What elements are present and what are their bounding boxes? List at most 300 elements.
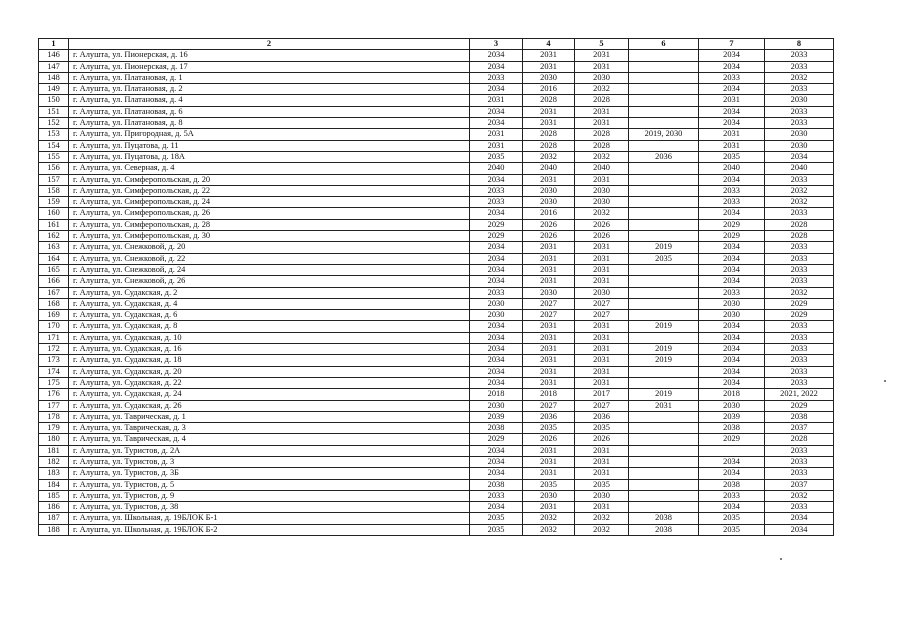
address-cell: г. Алушта, ул. Симферопольская, д. 22 [69, 185, 470, 196]
year-cell: 2036 [523, 411, 575, 422]
row-number-cell: 164 [39, 253, 69, 264]
year-cell: 2031 [470, 140, 523, 151]
year-cell: 2034 [699, 264, 765, 275]
year-cell: 2031 [575, 276, 629, 287]
year-cell: 2034 [470, 445, 523, 456]
year-cell: 2028 [575, 95, 629, 106]
year-cell: 2034 [699, 468, 765, 479]
year-cell: 2031 [575, 468, 629, 479]
year-cell: 2034 [699, 106, 765, 117]
year-cell: 2027 [523, 310, 575, 321]
year-cell: 2035 [470, 151, 523, 162]
column-header: 7 [699, 39, 765, 50]
year-cell [629, 174, 699, 185]
year-cell: 2034 [470, 61, 523, 72]
year-cell [629, 468, 699, 479]
year-cell: 2031 [523, 106, 575, 117]
year-cell [629, 479, 699, 490]
year-cell: 2032 [575, 84, 629, 95]
year-cell: 2031 [575, 242, 629, 253]
address-cell: г. Алушта, ул. Судакская, д. 8 [69, 321, 470, 332]
column-header: 3 [470, 39, 523, 50]
row-number-cell: 178 [39, 411, 69, 422]
row-number-cell: 186 [39, 502, 69, 513]
year-cell [629, 502, 699, 513]
year-cell: 2027 [523, 400, 575, 411]
year-cell: 2028 [765, 434, 834, 445]
year-cell: 2030 [523, 72, 575, 83]
row-number-cell: 155 [39, 151, 69, 162]
year-cell: 2032 [765, 72, 834, 83]
table-row [39, 524, 834, 535]
year-cell [629, 140, 699, 151]
address-cell: г. Алушта, ул. Судакская, д. 2 [69, 287, 470, 298]
year-cell: 2019 [629, 321, 699, 332]
year-cell: 2035 [575, 423, 629, 434]
year-cell: 2035 [629, 253, 699, 264]
year-cell: 2033 [699, 197, 765, 208]
year-cell: 2029 [470, 231, 523, 242]
year-cell: 2031 [575, 253, 629, 264]
address-cell: г. Алушта, ул. Судакская, д. 16 [69, 344, 470, 355]
year-cell [629, 411, 699, 422]
address-cell: г. Алушта, ул. Таврическая, д. 1 [69, 411, 470, 422]
year-cell: 2031 [575, 174, 629, 185]
year-cell: 2030 [699, 310, 765, 321]
year-cell: 2032 [575, 513, 629, 524]
year-cell: 2033 [765, 366, 834, 377]
year-cell: 2034 [470, 456, 523, 467]
year-cell: 2030 [470, 310, 523, 321]
row-number-cell: 149 [39, 84, 69, 95]
address-cell: г. Алушта, ул. Симферопольская, д. 26 [69, 208, 470, 219]
address-cell: г. Алушта, ул. Платановая, д. 8 [69, 118, 470, 129]
row-number-cell: 183 [39, 468, 69, 479]
year-cell: 2036 [575, 411, 629, 422]
year-cell [629, 332, 699, 343]
year-cell: 2033 [470, 287, 523, 298]
address-cell: г. Алушта, ул. Платановая, д. 4 [69, 95, 470, 106]
row-number-cell: 156 [39, 163, 69, 174]
row-number-cell: 168 [39, 298, 69, 309]
row-number-cell: 177 [39, 400, 69, 411]
year-cell: 2034 [470, 84, 523, 95]
year-cell: 2031 [575, 106, 629, 117]
table-row [39, 106, 834, 117]
year-cell: 2018 [523, 389, 575, 400]
year-cell: 2028 [523, 95, 575, 106]
year-cell: 2031 [470, 129, 523, 140]
year-cell: 2034 [699, 118, 765, 129]
year-cell: 2038 [629, 513, 699, 524]
column-header: 8 [765, 39, 834, 50]
row-number-cell: 171 [39, 332, 69, 343]
address-cell: г. Алушта, ул. Судакская, д. 18 [69, 355, 470, 366]
year-cell: 2040 [765, 163, 834, 174]
year-cell: 2031 [629, 400, 699, 411]
year-cell: 2033 [765, 344, 834, 355]
year-cell: 2031 [523, 174, 575, 185]
year-cell: 2038 [765, 411, 834, 422]
address-cell: г. Алушта, ул. Симферопольская, д. 24 [69, 197, 470, 208]
year-cell [629, 445, 699, 456]
year-cell: 2018 [699, 389, 765, 400]
address-cell: г. Алушта, ул. Платановая, д. 1 [69, 72, 470, 83]
year-cell: 2034 [699, 502, 765, 513]
year-cell: 2033 [470, 185, 523, 196]
year-cell: 2031 [575, 321, 629, 332]
address-cell: г. Алушта, ул. Туристов, д. 3Б [69, 468, 470, 479]
year-cell: 2031 [523, 445, 575, 456]
year-cell: 2026 [523, 219, 575, 230]
row-number-cell: 187 [39, 513, 69, 524]
row-number-cell: 179 [39, 423, 69, 434]
year-cell: 2030 [470, 298, 523, 309]
year-cell: 2031 [523, 61, 575, 72]
address-cell: г. Алушта, ул. Судакская, д. 4 [69, 298, 470, 309]
year-cell: 2033 [470, 197, 523, 208]
year-cell [629, 50, 699, 61]
year-cell: 2032 [765, 490, 834, 501]
year-cell [629, 95, 699, 106]
year-cell [629, 264, 699, 275]
address-cell: г. Алушта, ул. Таврическая, д. 3 [69, 423, 470, 434]
year-cell: 2036 [629, 151, 699, 162]
year-cell: 2030 [575, 185, 629, 196]
address-cell: г. Алушта, ул. Таврическая, д. 4 [69, 434, 470, 445]
column-header: 4 [523, 39, 575, 50]
table-row [39, 298, 834, 309]
address-cell: г. Алушта, ул. Школьная, д. 19БЛОК Б-2 [69, 524, 470, 535]
year-cell: 2034 [470, 106, 523, 117]
table-row [39, 389, 834, 400]
year-cell [629, 208, 699, 219]
row-number-cell: 166 [39, 276, 69, 287]
year-cell: 2029 [765, 310, 834, 321]
table-body [39, 50, 834, 536]
table-row [39, 151, 834, 162]
year-cell [629, 106, 699, 117]
year-cell: 2027 [575, 310, 629, 321]
year-cell: 2031 [523, 377, 575, 388]
year-cell: 2029 [699, 231, 765, 242]
year-cell: 2033 [765, 264, 834, 275]
year-cell: 2021, 2022 [765, 389, 834, 400]
row-number-cell: 165 [39, 264, 69, 275]
year-cell: 2030 [699, 400, 765, 411]
year-cell: 2031 [575, 445, 629, 456]
table-row [39, 400, 834, 411]
row-number-cell: 170 [39, 321, 69, 332]
year-cell: 2034 [470, 208, 523, 219]
row-number-cell: 146 [39, 50, 69, 61]
year-cell: 2030 [765, 140, 834, 151]
row-number-cell: 158 [39, 185, 69, 196]
address-cell: г. Алушта, ул. Платановая, д. 6 [69, 106, 470, 117]
year-cell: 2033 [765, 208, 834, 219]
year-cell: 2018 [470, 389, 523, 400]
year-cell: 2029 [470, 219, 523, 230]
row-number-cell: 162 [39, 231, 69, 242]
table-row [39, 264, 834, 275]
year-cell: 2033 [765, 84, 834, 95]
table-row [39, 50, 834, 61]
year-cell: 2033 [699, 490, 765, 501]
row-number-cell: 173 [39, 355, 69, 366]
row-number-cell: 151 [39, 106, 69, 117]
year-cell: 2034 [699, 344, 765, 355]
year-cell: 2034 [699, 355, 765, 366]
year-cell: 2033 [765, 174, 834, 185]
year-cell: 2034 [470, 377, 523, 388]
year-cell: 2030 [523, 197, 575, 208]
year-cell: 2038 [629, 524, 699, 535]
year-cell: 2031 [575, 61, 629, 72]
row-number-cell: 185 [39, 490, 69, 501]
year-cell: 2028 [575, 140, 629, 151]
year-cell: 2019 [629, 389, 699, 400]
year-cell: 2031 [523, 242, 575, 253]
row-number-cell: 182 [39, 456, 69, 467]
year-cell: 2031 [575, 344, 629, 355]
row-number-cell: 184 [39, 479, 69, 490]
year-cell: 2026 [575, 219, 629, 230]
year-cell: 2033 [470, 72, 523, 83]
table-row [39, 423, 834, 434]
year-cell: 2027 [575, 298, 629, 309]
year-cell: 2032 [575, 524, 629, 535]
table-row [39, 242, 834, 253]
row-number-cell: 152 [39, 118, 69, 129]
year-cell: 2034 [470, 468, 523, 479]
address-cell: г. Алушта, ул. Снежковой, д. 26 [69, 276, 470, 287]
row-number-cell: 188 [39, 524, 69, 535]
table-row [39, 479, 834, 490]
year-cell: 2030 [765, 129, 834, 140]
year-cell: 2029 [699, 434, 765, 445]
row-number-cell: 175 [39, 377, 69, 388]
table-row [39, 231, 834, 242]
year-cell: 2035 [523, 479, 575, 490]
year-cell [629, 287, 699, 298]
year-cell: 2032 [523, 513, 575, 524]
year-cell: 2029 [765, 400, 834, 411]
year-cell: 2030 [523, 185, 575, 196]
year-cell: 2028 [523, 140, 575, 151]
year-cell: 2031 [575, 332, 629, 343]
year-cell [629, 423, 699, 434]
year-cell: 2032 [765, 287, 834, 298]
year-cell: 2031 [699, 129, 765, 140]
year-cell: 2032 [765, 197, 834, 208]
year-cell: 2027 [575, 400, 629, 411]
year-cell: 2032 [575, 151, 629, 162]
year-cell: 2033 [765, 332, 834, 343]
year-cell [629, 118, 699, 129]
year-cell: 2019 [629, 344, 699, 355]
address-cell: г. Алушта, ул. Судакская, д. 10 [69, 332, 470, 343]
year-cell: 2030 [699, 298, 765, 309]
year-cell: 2033 [765, 118, 834, 129]
year-cell: 2039 [699, 411, 765, 422]
table-row [39, 502, 834, 513]
year-cell: 2031 [575, 366, 629, 377]
address-cell: г. Алушта, ул. Пуцатова, д. 18А [69, 151, 470, 162]
row-number-cell: 159 [39, 197, 69, 208]
year-cell: 2038 [470, 423, 523, 434]
year-cell: 2034 [765, 151, 834, 162]
table-row [39, 61, 834, 72]
year-cell: 2038 [470, 479, 523, 490]
year-cell: 2031 [575, 502, 629, 513]
year-cell: 2034 [470, 355, 523, 366]
year-cell: 2031 [523, 50, 575, 61]
year-cell [629, 197, 699, 208]
row-number-cell: 169 [39, 310, 69, 321]
year-cell: 2037 [765, 479, 834, 490]
year-cell: 2034 [470, 502, 523, 513]
address-cell: г. Алушта, ул. Снежковой, д. 22 [69, 253, 470, 264]
year-cell: 2033 [765, 321, 834, 332]
year-cell: 2031 [575, 355, 629, 366]
year-cell [629, 219, 699, 230]
row-number-cell: 157 [39, 174, 69, 185]
year-cell: 2034 [470, 242, 523, 253]
year-cell: 2019 [629, 242, 699, 253]
address-cell: г. Алушта, ул. Судакская, д. 20 [69, 366, 470, 377]
year-cell: 2028 [765, 231, 834, 242]
table-row [39, 456, 834, 467]
row-number-cell: 176 [39, 389, 69, 400]
row-number-cell: 154 [39, 140, 69, 151]
year-cell: 2034 [699, 276, 765, 287]
year-cell [629, 231, 699, 242]
table-row [39, 72, 834, 83]
year-cell: 2034 [699, 321, 765, 332]
year-cell: 2034 [470, 264, 523, 275]
year-cell: 2031 [523, 366, 575, 377]
year-cell: 2034 [470, 50, 523, 61]
year-cell: 2033 [765, 50, 834, 61]
year-cell: 2031 [523, 118, 575, 129]
year-cell: 2040 [699, 163, 765, 174]
address-cell: г. Алушта, ул. Пионерская, д. 16 [69, 50, 470, 61]
year-cell: 2031 [523, 321, 575, 332]
year-cell: 2033 [765, 276, 834, 287]
year-cell: 2039 [470, 411, 523, 422]
year-cell: 2031 [470, 95, 523, 106]
year-cell: 2034 [699, 332, 765, 343]
year-cell: 2034 [699, 253, 765, 264]
address-cell: г. Алушта, ул. Туристов, д. 9 [69, 490, 470, 501]
header-row [39, 39, 834, 50]
year-cell: 2035 [575, 479, 629, 490]
year-cell: 2033 [699, 185, 765, 196]
year-cell: 2040 [523, 163, 575, 174]
year-cell: 2034 [699, 50, 765, 61]
year-cell: 2026 [523, 231, 575, 242]
row-number-cell: 153 [39, 129, 69, 140]
year-cell: 2033 [765, 445, 834, 456]
year-cell: 2034 [699, 242, 765, 253]
year-cell: 2034 [699, 61, 765, 72]
year-cell: 2033 [765, 242, 834, 253]
year-cell: 2031 [523, 502, 575, 513]
year-cell: 2019 [629, 355, 699, 366]
address-cell: г. Алушта, ул. Снежковой, д. 24 [69, 264, 470, 275]
table-row [39, 197, 834, 208]
row-number-cell: 172 [39, 344, 69, 355]
year-cell: 2030 [765, 95, 834, 106]
year-cell: 2026 [575, 231, 629, 242]
address-cell: г. Алушта, ул. Туристов, д. 38 [69, 502, 470, 513]
table-row [39, 344, 834, 355]
year-cell [629, 310, 699, 321]
address-cell: г. Алушта, ул. Симферопольская, д. 28 [69, 219, 470, 230]
year-cell: 2030 [470, 400, 523, 411]
table-row [39, 445, 834, 456]
year-cell: 2035 [699, 513, 765, 524]
row-number-cell: 181 [39, 445, 69, 456]
year-cell: 2034 [470, 253, 523, 264]
year-cell: 2031 [523, 276, 575, 287]
table-row [39, 287, 834, 298]
address-cell: г. Алушта, ул. Северная, д. 4 [69, 163, 470, 174]
year-cell: 2040 [575, 163, 629, 174]
year-cell: 2031 [699, 140, 765, 151]
year-cell: 2033 [765, 502, 834, 513]
year-cell: 2030 [575, 72, 629, 83]
scan-speck [780, 558, 782, 560]
year-cell: 2031 [523, 253, 575, 264]
year-cell: 2034 [699, 456, 765, 467]
year-cell [699, 445, 765, 456]
year-cell: 2019, 2030 [629, 129, 699, 140]
column-header: 6 [629, 39, 699, 50]
table-row [39, 355, 834, 366]
table-row [39, 253, 834, 264]
year-cell: 2031 [523, 355, 575, 366]
year-cell: 2026 [523, 434, 575, 445]
column-header: 2 [69, 39, 470, 50]
year-cell: 2034 [470, 174, 523, 185]
year-cell: 2029 [699, 219, 765, 230]
year-cell: 2030 [575, 287, 629, 298]
year-cell: 2030 [523, 490, 575, 501]
table-row [39, 118, 834, 129]
address-cell: г. Алушта, ул. Судакская, д. 24 [69, 389, 470, 400]
year-cell: 2034 [765, 524, 834, 535]
table-row [39, 490, 834, 501]
address-cell: г. Алушта, ул. Школьная, д. 19БЛОК Б-1 [69, 513, 470, 524]
table-row [39, 163, 834, 174]
year-cell: 2035 [523, 423, 575, 434]
year-cell: 2031 [575, 264, 629, 275]
row-number-cell: 150 [39, 95, 69, 106]
address-cell: г. Алушта, ул. Пуцатова, д. 11 [69, 140, 470, 151]
year-cell: 2034 [470, 366, 523, 377]
year-cell: 2017 [575, 389, 629, 400]
year-cell: 2032 [575, 208, 629, 219]
year-cell: 2034 [470, 276, 523, 287]
table-row [39, 366, 834, 377]
row-number-cell: 147 [39, 61, 69, 72]
column-header: 1 [39, 39, 69, 50]
year-cell: 2031 [523, 344, 575, 355]
year-cell: 2037 [765, 423, 834, 434]
year-cell: 2031 [575, 50, 629, 61]
year-cell: 2035 [470, 524, 523, 535]
